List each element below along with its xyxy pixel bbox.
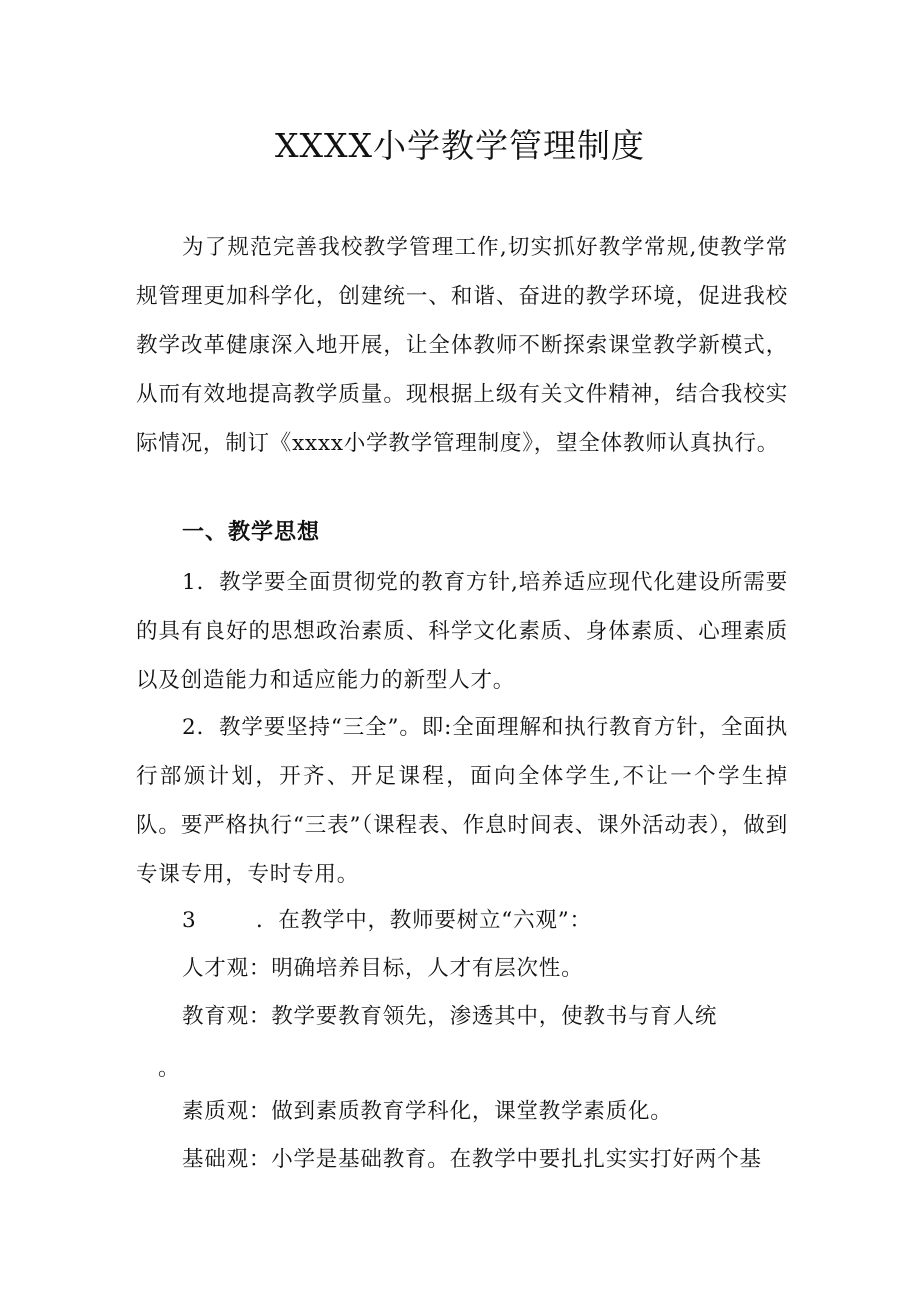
item-3-text: ．在教学中，教师要树立“六观”：	[256, 908, 592, 933]
document-title: XXXX小学教学管理制度	[275, 126, 645, 165]
item-3-number: 3	[182, 908, 197, 933]
intro-paragraph: 为了规范完善我校教学管理工作,切实抓好教学常规,使教学常规管理更加科学化，创建统一、和谐、奋进的教学环境，促进我校教学改革健康深入地开展，让全体教师不断探索课堂教学新模式，从而有效地提高教学质量。现根据上级有关文件精神，结合我校实际情况，制订《xxxx小学教学管理制度》，望全体教师认真执行。	[136, 235, 788, 456]
item-2-paragraph: 2．教学要坚持“三全”。即:全面理解和执行教育方针，全面执行部颁计划，开齐、开足课程，面向全体学生,不让一个学生掉队。要严格执行“三表”（课程表、作息时间表、课外活动表），做到专课专用，专时专用。	[136, 715, 788, 887]
item-3-line	[182, 896, 592, 945]
view-education: 教育观：教学要教育领先，渗透其中，使教书与育人统	[182, 1004, 718, 1029]
view-talent: 人才观：明确培养目标，人才有层次性。	[182, 956, 584, 981]
view-education-end: 。	[158, 1056, 180, 1081]
item-1-paragraph: 1．教学要全面贯彻党的教育方针,培养适应现代化建设所需要的具有良好的思想政治素质、科学文化素质、身体素质、心理素质以及创造能力和适应能力的新型人才。	[136, 570, 788, 693]
section-heading-teaching-thought: 一、教学思想	[182, 520, 321, 545]
view-foundation: 基础观：小学是基础教育。在教学中要扎扎实实打好两个基	[182, 1147, 762, 1172]
view-quality: 素质观：做到素质教育学科化，课堂教学素质化。	[182, 1099, 673, 1124]
